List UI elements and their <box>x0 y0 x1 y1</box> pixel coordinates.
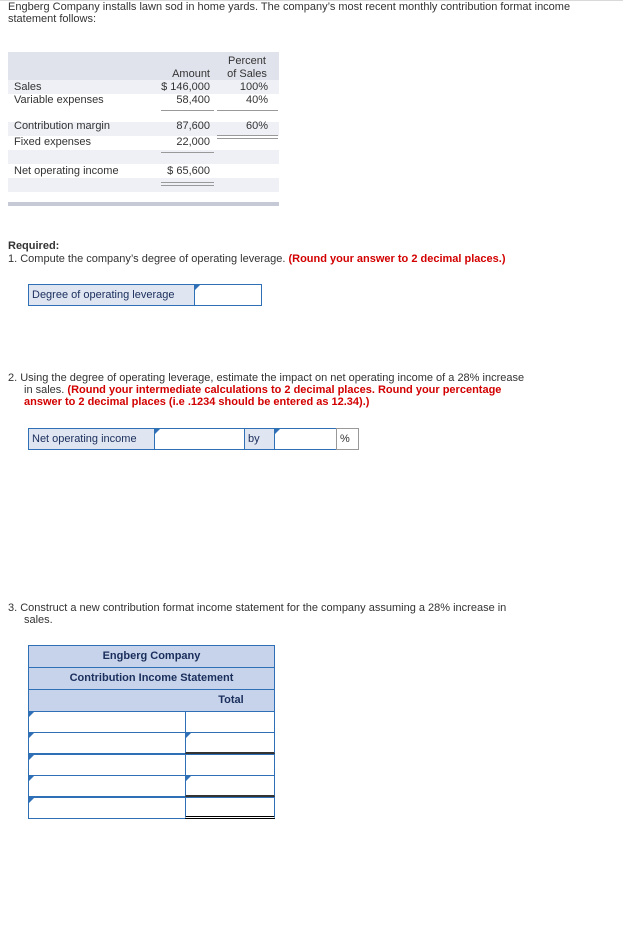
q2-text-b: in sales. <box>24 384 65 396</box>
q2-line-b <box>8 384 608 396</box>
row-total-input[interactable] <box>185 732 275 754</box>
dropdown-marker-icon <box>29 798 34 803</box>
dropdown-marker-icon <box>29 712 34 717</box>
row-label-input[interactable] <box>28 754 186 776</box>
row-label: Fixed expenses <box>14 136 92 148</box>
q3-text-a: 3. Construct a new contribution format income statement for the company assuming a 28% increase in <box>8 602 507 614</box>
noi-percent-input[interactable] <box>274 428 337 450</box>
column-header-row <box>28 689 275 712</box>
noi-label: Net operating income <box>28 428 155 450</box>
percent-sign: % <box>336 428 359 450</box>
row-label-input[interactable] <box>28 732 186 754</box>
statement-bottom-bar <box>8 202 279 206</box>
row-amount: 87,600 <box>176 120 210 132</box>
row-total-input[interactable] <box>185 775 275 797</box>
row-label: Contribution margin <box>14 120 110 132</box>
dropdown-marker-icon <box>29 755 34 760</box>
row-percent: 40% <box>245 94 268 106</box>
row-label-input[interactable] <box>28 797 186 819</box>
statement-title: Contribution Income Statement <box>28 667 275 690</box>
row-total-input[interactable] <box>185 797 275 819</box>
q1-note: (Round your answer to 2 decimal places.) <box>288 253 506 265</box>
row-label: Sales <box>14 81 42 93</box>
q1-text: 1. Compute the company’s degree of operating leverage. <box>8 253 286 265</box>
by-label: by <box>244 428 275 450</box>
question-1 <box>8 253 505 265</box>
row-amount: $ 146,000 <box>161 81 210 93</box>
q3-text-b: sales. <box>24 614 53 626</box>
header-amount: Amount <box>172 68 210 80</box>
row-label-input[interactable] <box>28 775 186 797</box>
company-name: Engberg Company <box>28 645 275 668</box>
header-percent: Percent <box>228 55 266 67</box>
dol-input[interactable] <box>194 284 262 306</box>
row-label-input[interactable] <box>28 711 186 733</box>
row-label: Variable expenses <box>14 94 104 106</box>
q2-note-b: answer to 2 decimal places (i.e .1234 should be entered as 12.34).) <box>24 396 370 408</box>
required-heading: Required: <box>8 240 60 252</box>
row-amount: 58,400 <box>176 94 210 106</box>
row-label: Net operating income <box>14 165 119 177</box>
input-marker-icon <box>186 776 191 781</box>
input-marker-icon <box>186 733 191 738</box>
dol-label: Degree of operating leverage <box>28 284 195 306</box>
question-2 <box>8 372 608 408</box>
q2-note-a: (Round your intermediate calculations to 2 decimal places. Round your percentage <box>67 384 502 396</box>
column-header-total: Total <box>218 694 244 706</box>
row-percent: 60% <box>245 120 268 132</box>
intro-text: Engberg Company installs lawn sod in home yards. The company’s most recent monthly contribution format income statement follows: <box>8 1 571 25</box>
dropdown-marker-icon <box>29 776 34 781</box>
row-amount: $ 65,600 <box>167 165 210 177</box>
row-percent: 100% <box>239 81 268 93</box>
row-total-input[interactable] <box>185 711 275 733</box>
row-total-input[interactable] <box>185 754 275 776</box>
input-marker-icon <box>275 429 280 434</box>
input-marker-icon <box>195 285 200 290</box>
input-marker-icon <box>155 429 160 434</box>
q2-text-a: 2. Using the degree of operating leverage, estimate the impact on net operating income of a 28% increase <box>8 372 525 384</box>
header-of-sales: of Sales <box>227 68 267 80</box>
row-amount: 22,000 <box>176 136 210 148</box>
dropdown-marker-icon <box>29 733 34 738</box>
noi-change-input[interactable] <box>154 428 245 450</box>
question-3 <box>8 602 608 626</box>
